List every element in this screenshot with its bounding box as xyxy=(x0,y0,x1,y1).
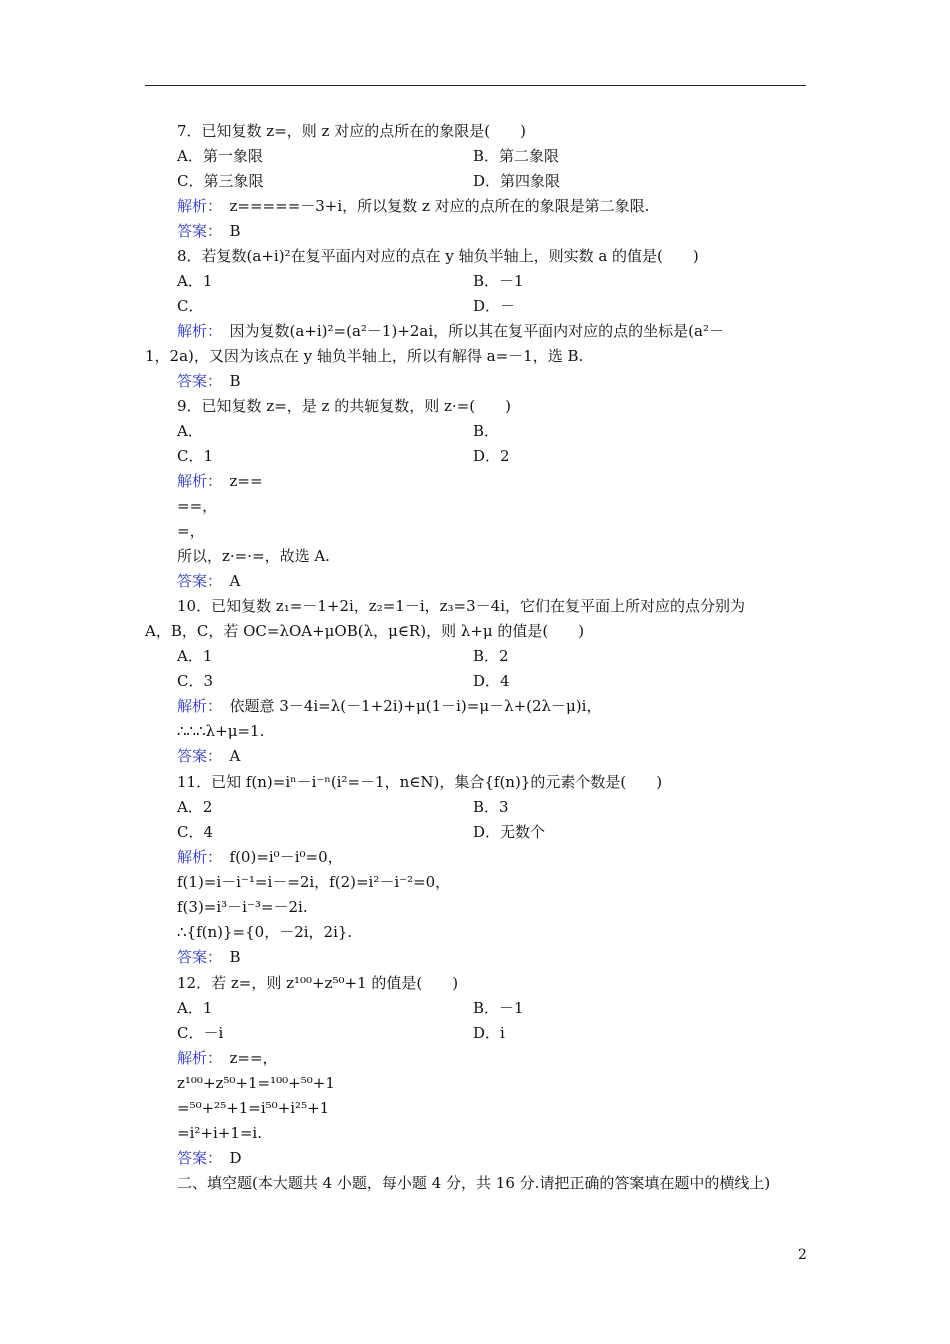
line-text: B．3 xyxy=(473,798,509,816)
option-line xyxy=(473,646,509,666)
text-line xyxy=(177,121,526,141)
line-text: C．1 xyxy=(177,447,214,465)
line-text: C．－i xyxy=(177,1024,224,1042)
option-line xyxy=(177,822,213,842)
analysis-label: 解析： xyxy=(177,1049,215,1067)
line-text: =⁵⁰+²⁵+1=i⁵⁰+i²⁵+1 xyxy=(177,1099,330,1117)
text-line xyxy=(177,496,217,516)
line-text: B．－1 xyxy=(473,999,524,1017)
option-line xyxy=(473,822,545,842)
line-text: A xyxy=(214,747,241,765)
option-line xyxy=(473,797,509,817)
line-text: D．－ xyxy=(473,297,516,315)
option-line xyxy=(473,421,499,441)
line-text: A．1 xyxy=(177,647,213,665)
option-line xyxy=(473,1023,505,1043)
text-line xyxy=(177,721,264,741)
text-line xyxy=(177,973,458,993)
answer-line xyxy=(177,746,240,766)
analysis-line xyxy=(177,1048,278,1068)
line-text: =i²+i+1=i. xyxy=(177,1124,262,1142)
line-text: D．第四象限 xyxy=(473,172,561,190)
analysis-label: 解析： xyxy=(177,322,215,340)
text-line xyxy=(145,346,583,366)
line-text: z== xyxy=(214,472,263,490)
text-line xyxy=(177,897,308,917)
answer-label: 答案： xyxy=(177,948,215,966)
line-text: D xyxy=(214,1149,242,1167)
line-text: B xyxy=(214,222,241,240)
text-line xyxy=(177,246,699,266)
text-line xyxy=(177,1173,770,1193)
answer-line xyxy=(177,571,240,591)
text-line xyxy=(177,1123,262,1143)
line-text: 12．若 z=，则 z¹⁰⁰+z⁵⁰+1 的值是( ) xyxy=(177,974,459,992)
line-text: C．第三象限 xyxy=(177,172,264,190)
line-text: D．4 xyxy=(473,672,510,690)
analysis-line xyxy=(177,696,601,716)
line-text: z¹⁰⁰+z⁵⁰+1=¹⁰⁰+⁵⁰+1 xyxy=(177,1074,335,1092)
line-text: z==， xyxy=(214,1049,278,1067)
answer-line xyxy=(177,221,241,241)
line-text: 1，2a)，又因为该点在 y 轴负半轴上，所以有解得 a=－1，选 B. xyxy=(145,347,584,365)
answer-line xyxy=(177,947,241,967)
line-text: 二、填空题(本大题共 4 小题，每小题 4 分，共 16 分.请把正确的答案填在题中的横线上) xyxy=(177,1174,771,1192)
line-text: =， xyxy=(177,522,205,540)
line-text: B xyxy=(214,948,241,966)
answer-label: 答案： xyxy=(177,1149,215,1167)
text-line xyxy=(177,546,330,566)
text-line xyxy=(177,1098,329,1118)
line-text: B． xyxy=(473,422,500,440)
text-line xyxy=(177,872,450,892)
line-text: 7．已知复数 z=，则 z 对应的点所在的象限是( ) xyxy=(177,122,526,140)
text-line xyxy=(177,396,511,416)
line-text: z=====－3+i，所以复数 z 对应的点所在的象限是第二象限. xyxy=(214,197,650,215)
line-text: A．第一象限 xyxy=(177,147,263,165)
line-text: 所以，z·=·=，故选 A. xyxy=(177,547,330,565)
analysis-line xyxy=(177,471,263,491)
line-text: f(0)=i⁰－i⁰=0， xyxy=(214,848,343,866)
line-text: A xyxy=(214,572,241,590)
option-line xyxy=(473,671,510,691)
text-line xyxy=(177,1073,335,1093)
text-line xyxy=(177,922,352,942)
analysis-label: 解析： xyxy=(177,197,215,215)
line-text: C． xyxy=(177,297,204,315)
analysis-label: 解析： xyxy=(177,697,215,715)
line-text: 10．已知复数 z₁=－1+2i，z₂=1－i，z₃=3－4i，它们在复平面上所对应的点分别为 xyxy=(177,597,745,615)
answer-line xyxy=(177,1148,242,1168)
analysis-label: 解析： xyxy=(177,848,215,866)
text-line xyxy=(145,621,584,641)
answer-label: 答案： xyxy=(177,572,215,590)
line-text: A．2 xyxy=(177,798,213,816)
line-text: B．第二象限 xyxy=(473,147,560,165)
option-line xyxy=(177,797,212,817)
answer-label: 答案： xyxy=(177,747,215,765)
line-text: C．3 xyxy=(177,672,214,690)
line-text: f(3)=i³－i⁻³=－2i. xyxy=(177,898,308,916)
line-text: 依题意 3－4i=λ(－1+2i)+μ(1－i)=μ－λ+(2λ－μ)i， xyxy=(214,697,602,715)
line-text: B xyxy=(214,372,241,390)
text-line xyxy=(177,521,205,541)
option-line xyxy=(473,171,560,191)
line-text: A，B，C，若 OC=λOA+μOB(λ，μ∈R)，则 λ+μ 的值是( ) xyxy=(145,622,585,640)
option-line xyxy=(177,271,212,291)
line-text: A． xyxy=(177,422,203,440)
line-text: 11．已知 f(n)=iⁿ－i⁻ⁿ(i²=－1，n∈N)，集合{f(n)}的元素个数是( ) xyxy=(177,773,663,791)
page-number: 2 xyxy=(798,1247,807,1263)
analysis-label: 解析： xyxy=(177,472,215,490)
line-text: f(1)=i－i⁻¹=i－=2i，f(2)=i²－i⁻²=0， xyxy=(177,873,451,891)
line-text: D．i xyxy=(473,1024,505,1042)
option-line xyxy=(177,296,203,316)
option-line xyxy=(177,446,213,466)
line-text: B．－1 xyxy=(473,272,524,290)
analysis-line xyxy=(177,321,724,341)
option-line xyxy=(473,998,524,1018)
option-line xyxy=(473,296,515,316)
analysis-line xyxy=(177,847,343,867)
option-line xyxy=(177,646,212,666)
line-text: A．1 xyxy=(177,999,213,1017)
text-line xyxy=(177,596,745,616)
line-text: 因为复数(a+i)²=(a²－1)+2ai，所以其在复平面内对应的点的坐标是(a²－ xyxy=(214,322,724,340)
line-text: ∴{f(n)}={0，－2i，2i}. xyxy=(177,923,353,941)
line-text: B．2 xyxy=(473,647,509,665)
line-text: A．1 xyxy=(177,272,213,290)
option-line xyxy=(473,271,524,291)
option-line xyxy=(177,998,212,1018)
analysis-line xyxy=(177,196,649,216)
answer-label: 答案： xyxy=(177,222,215,240)
line-text: D．2 xyxy=(473,447,510,465)
line-text: 9．已知复数 z=，是 z 的共轭复数，则 z·=( ) xyxy=(177,397,511,415)
option-line xyxy=(177,146,263,166)
line-text: D．无数个 xyxy=(473,823,546,841)
option-line xyxy=(177,421,203,441)
option-line xyxy=(177,1023,223,1043)
text-line xyxy=(177,772,662,792)
answer-line xyxy=(177,371,241,391)
line-text: ∴∴∴λ+μ=1. xyxy=(177,722,265,740)
option-line xyxy=(177,671,213,691)
option-line xyxy=(473,146,559,166)
header-rule xyxy=(145,85,806,86)
line-text: 8．若复数(a+i)²在复平面内对应的点在 y 轴负半轴上，则实数 a 的值是( ) xyxy=(177,247,699,265)
option-line xyxy=(177,171,263,191)
option-line xyxy=(473,446,510,466)
answer-label: 答案： xyxy=(177,372,215,390)
line-text: ==， xyxy=(177,497,218,515)
line-text: C．4 xyxy=(177,823,214,841)
